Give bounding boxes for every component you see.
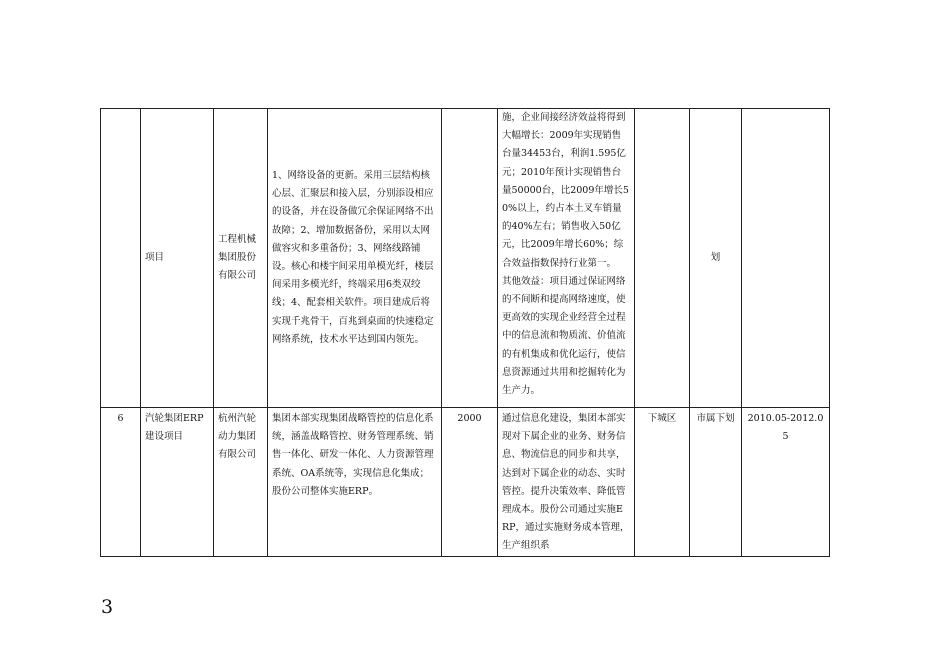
cell-project-name: 汽轮集团ERP建设项目 [141, 408, 214, 557]
cell-plan: 划 [690, 109, 742, 408]
cell-no: 6 [101, 408, 141, 557]
project-table [100, 108, 830, 557]
cell-investment [442, 109, 498, 408]
table-row [101, 109, 830, 408]
cell-no [101, 109, 141, 408]
cell-project-name: 项目 [141, 109, 214, 408]
page-number: 3 [101, 596, 114, 618]
cell-company: 工程机械集团股份有限公司 [214, 109, 268, 408]
cell-district [635, 109, 690, 408]
cell-content: 1、网络设备的更新。采用三层结构核心层、汇聚层和接入层，分别添设相应的设备，并在设备做冗余保证网络不出故障；2、增加数据备份，采用以太网做容灾和多重备份；3、网络线路铺设。核心和楼宇间采用单模光纤，楼层间采用多模光纤，终端采用6类双绞线；4、配套相关软件。项目建成后将实现千兆骨干，百兆到桌面的快速稳定网络系统，技术水平达到国内领先。 [268, 109, 442, 408]
cell-district: 下城区 [635, 408, 690, 557]
cell-period [742, 109, 830, 408]
table-row [101, 408, 830, 557]
cell-period: 2010.05-2012.05 [742, 408, 830, 557]
cell-benefit: 施，企业间接经济效益将得到大幅增长：2009年实现销售台量34453台，利润1.595亿元；2010年预计实现销售台量50000台，比2009年增长50%以上，约占本土叉车销量的40%左右；销售收入50亿元，比2009年增长60%；综合效益指数保持行业第一。 其他效益：项目通过保证网络的不间断和提高网络速度，使更高效的实现企业经营全过程中的信息流和物质流、价值流的有机集成和优化运行，使信息资源通过共用和挖掘转化为生产力。 [498, 109, 635, 408]
cell-company: 杭州汽轮动力集团有限公司 [214, 408, 268, 557]
cell-investment: 2000 [442, 408, 498, 557]
cell-plan: 市属下划 [690, 408, 742, 557]
cell-benefit: 通过信息化建设，集团本部实现对下属企业的业务、财务信息、物流信息的同步和共享，达到对下属企业的动态、实时管控。提升决策效率、降低管理成本。股份公司通过实施ERP，通过实施财务成本管理，生产组织系 [498, 408, 635, 557]
cell-content: 集团本部实现集团战略管控的信息化系统，涵盖战略管控、财务管理系统、销售一体化、研发一体化、人力资源管理系统、OA系统等，实现信息化集成；股份公司整体实施ERP。 [268, 408, 442, 557]
